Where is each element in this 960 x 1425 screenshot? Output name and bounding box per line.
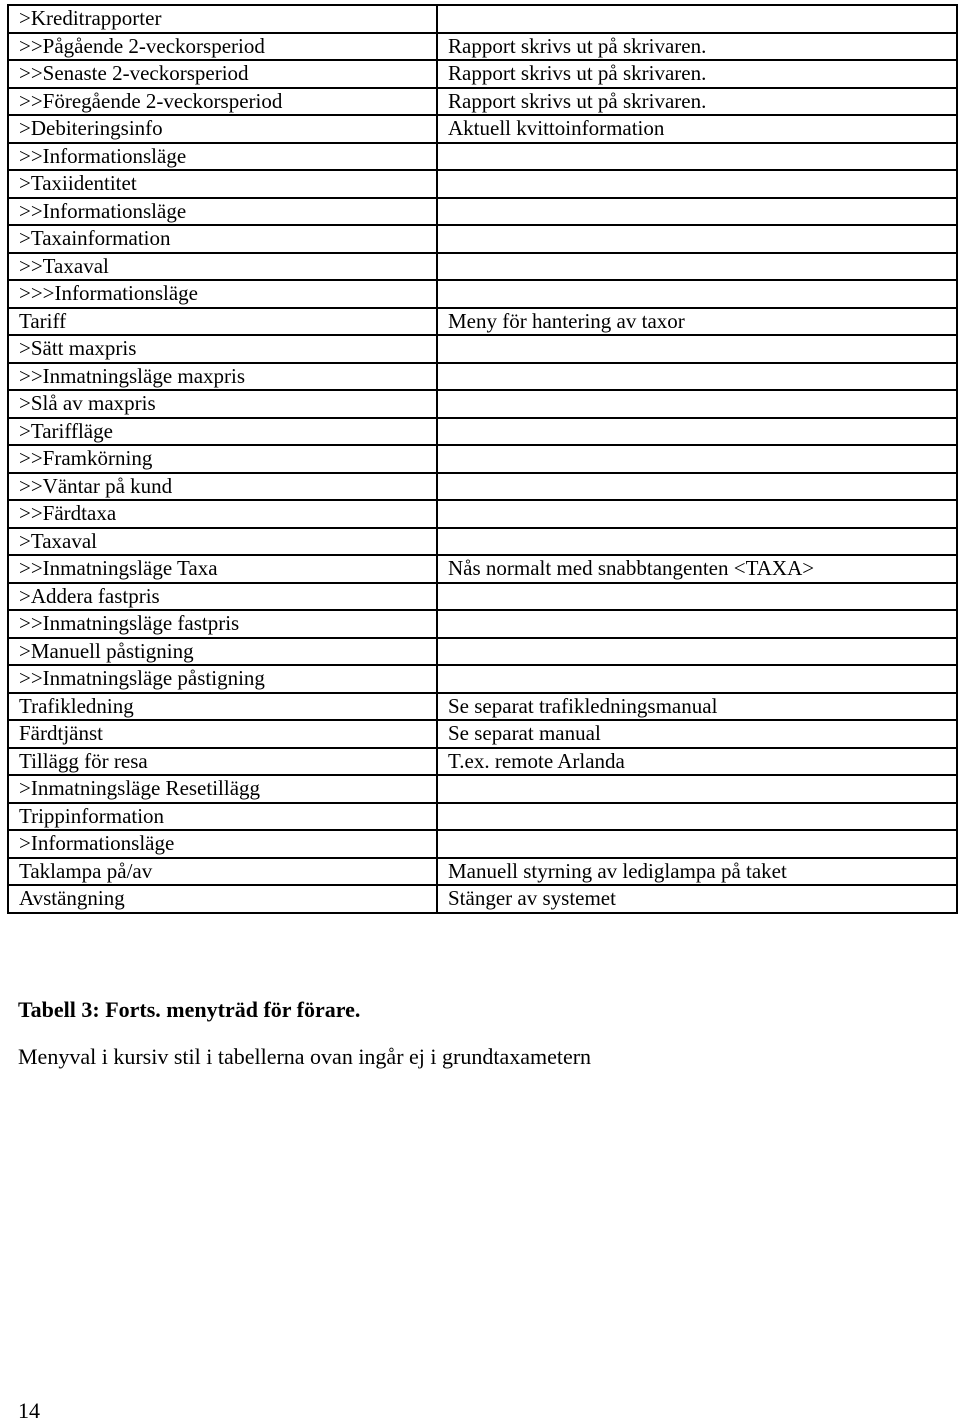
table-row	[8, 143, 957, 171]
table-row	[8, 335, 957, 363]
menu-item-cell: Trafikledning	[8, 693, 437, 721]
menu-item-cell: >Inmatningsläge Resetillägg	[8, 775, 437, 803]
table-caption: Tabell 3: Forts. menyträd för förare.	[18, 997, 361, 1022]
description-cell	[437, 638, 957, 666]
table-row	[8, 500, 957, 528]
table-row	[8, 5, 957, 33]
table-row	[8, 555, 957, 583]
description-cell	[437, 170, 957, 198]
description-cell	[437, 335, 957, 363]
table-row	[8, 693, 957, 721]
description-cell: Aktuell kvittoinformation	[437, 115, 957, 143]
table-row	[8, 665, 957, 693]
description-cell	[437, 5, 957, 33]
menu-item-cell: >>Informationsläge	[8, 143, 437, 171]
table-row	[8, 170, 957, 198]
description-cell: Rapport skrivs ut på skrivaren.	[437, 33, 957, 61]
menu-item-cell: >>Inmatningsläge Taxa	[8, 555, 437, 583]
menu-item-cell: >Manuell påstigning	[8, 638, 437, 666]
table-row	[8, 638, 957, 666]
menu-item-cell: >Informationsläge	[8, 830, 437, 858]
menu-item-cell: >Taxiidentitet	[8, 170, 437, 198]
menu-item-cell: >Tariffläge	[8, 418, 437, 446]
menu-item-cell: >Taxaval	[8, 528, 437, 556]
description-cell	[437, 500, 957, 528]
description-cell	[437, 143, 957, 171]
footnote: Menyval i kursiv stil i tabellerna ovan ingår ej i grundtaxametern	[18, 1044, 592, 1069]
menu-item-cell: Taklampa på/av	[8, 858, 437, 886]
table-row	[8, 60, 957, 88]
menu-item-cell: >>Pågående 2-veckorsperiod	[8, 33, 437, 61]
table-row	[8, 253, 957, 281]
menu-item-cell: >>Taxaval	[8, 253, 437, 281]
table-row	[8, 775, 957, 803]
description-cell	[437, 418, 957, 446]
table-row	[8, 115, 957, 143]
menu-item-cell: Avstängning	[8, 885, 437, 913]
table-row	[8, 308, 957, 336]
menu-item-cell: >>Inmatningsläge fastpris	[8, 610, 437, 638]
description-cell: Rapport skrivs ut på skrivaren.	[437, 88, 957, 116]
description-cell: Nås normalt med snabbtangenten <TAXA>	[437, 555, 957, 583]
table-row	[8, 198, 957, 226]
table-row	[8, 418, 957, 446]
menu-item-cell: >Sätt maxpris	[8, 335, 437, 363]
description-cell: Meny för hantering av taxor	[437, 308, 957, 336]
table-row	[8, 445, 957, 473]
menu-item-cell: >>>Informationsläge	[8, 280, 437, 308]
description-cell	[437, 363, 957, 391]
description-cell	[437, 665, 957, 693]
table-row	[8, 88, 957, 116]
menu-item-cell: >>Väntar på kund	[8, 473, 437, 501]
menu-item-cell: >Taxainformation	[8, 225, 437, 253]
menu-item-cell: >>Föregående 2-veckorsperiod	[8, 88, 437, 116]
description-cell	[437, 610, 957, 638]
description-cell	[437, 445, 957, 473]
description-cell	[437, 253, 957, 281]
table-row	[8, 33, 957, 61]
description-cell: Se separat trafikledningsmanual	[437, 693, 957, 721]
description-cell	[437, 198, 957, 226]
table-row	[8, 610, 957, 638]
table-row	[8, 720, 957, 748]
description-cell	[437, 803, 957, 831]
menu-item-cell: Tillägg för resa	[8, 748, 437, 776]
description-cell	[437, 583, 957, 611]
description-cell: Manuell styrning av lediglampa på taket	[437, 858, 957, 886]
menu-item-cell: >>Framkörning	[8, 445, 437, 473]
description-cell: Rapport skrivs ut på skrivaren.	[437, 60, 957, 88]
table-row	[8, 225, 957, 253]
table-row	[8, 583, 957, 611]
table-row	[8, 473, 957, 501]
menu-tree-table-body	[8, 5, 957, 913]
menu-item-cell: Färdtjänst	[8, 720, 437, 748]
menu-item-cell: >>Färdtaxa	[8, 500, 437, 528]
description-cell	[437, 473, 957, 501]
description-cell	[437, 830, 957, 858]
description-cell	[437, 528, 957, 556]
description-cell	[437, 225, 957, 253]
page-number: 14	[18, 1398, 40, 1423]
menu-item-cell: >Slå av maxpris	[8, 390, 437, 418]
menu-item-cell: >>Informationsläge	[8, 198, 437, 226]
table-row	[8, 803, 957, 831]
table-row	[8, 830, 957, 858]
menu-item-cell: >Kreditrapporter	[8, 5, 437, 33]
menu-item-cell: Tariff	[8, 308, 437, 336]
description-cell: Stänger av systemet	[437, 885, 957, 913]
menu-item-cell: >>Senaste 2-veckorsperiod	[8, 60, 437, 88]
table-row	[8, 390, 957, 418]
table-row	[8, 280, 957, 308]
menu-item-cell: >Addera fastpris	[8, 583, 437, 611]
description-cell: Se separat manual	[437, 720, 957, 748]
menu-item-cell: >>Inmatningsläge maxpris	[8, 363, 437, 391]
table-row	[8, 363, 957, 391]
menu-item-cell: >Debiteringsinfo	[8, 115, 437, 143]
description-cell	[437, 390, 957, 418]
menu-tree-table	[7, 4, 958, 914]
description-cell: T.ex. remote Arlanda	[437, 748, 957, 776]
menu-item-cell: Trippinformation	[8, 803, 437, 831]
table-row	[8, 885, 957, 913]
table-row	[8, 748, 957, 776]
table-row	[8, 528, 957, 556]
description-cell	[437, 280, 957, 308]
description-cell	[437, 775, 957, 803]
table-row	[8, 858, 957, 886]
menu-item-cell: >>Inmatningsläge påstigning	[8, 665, 437, 693]
